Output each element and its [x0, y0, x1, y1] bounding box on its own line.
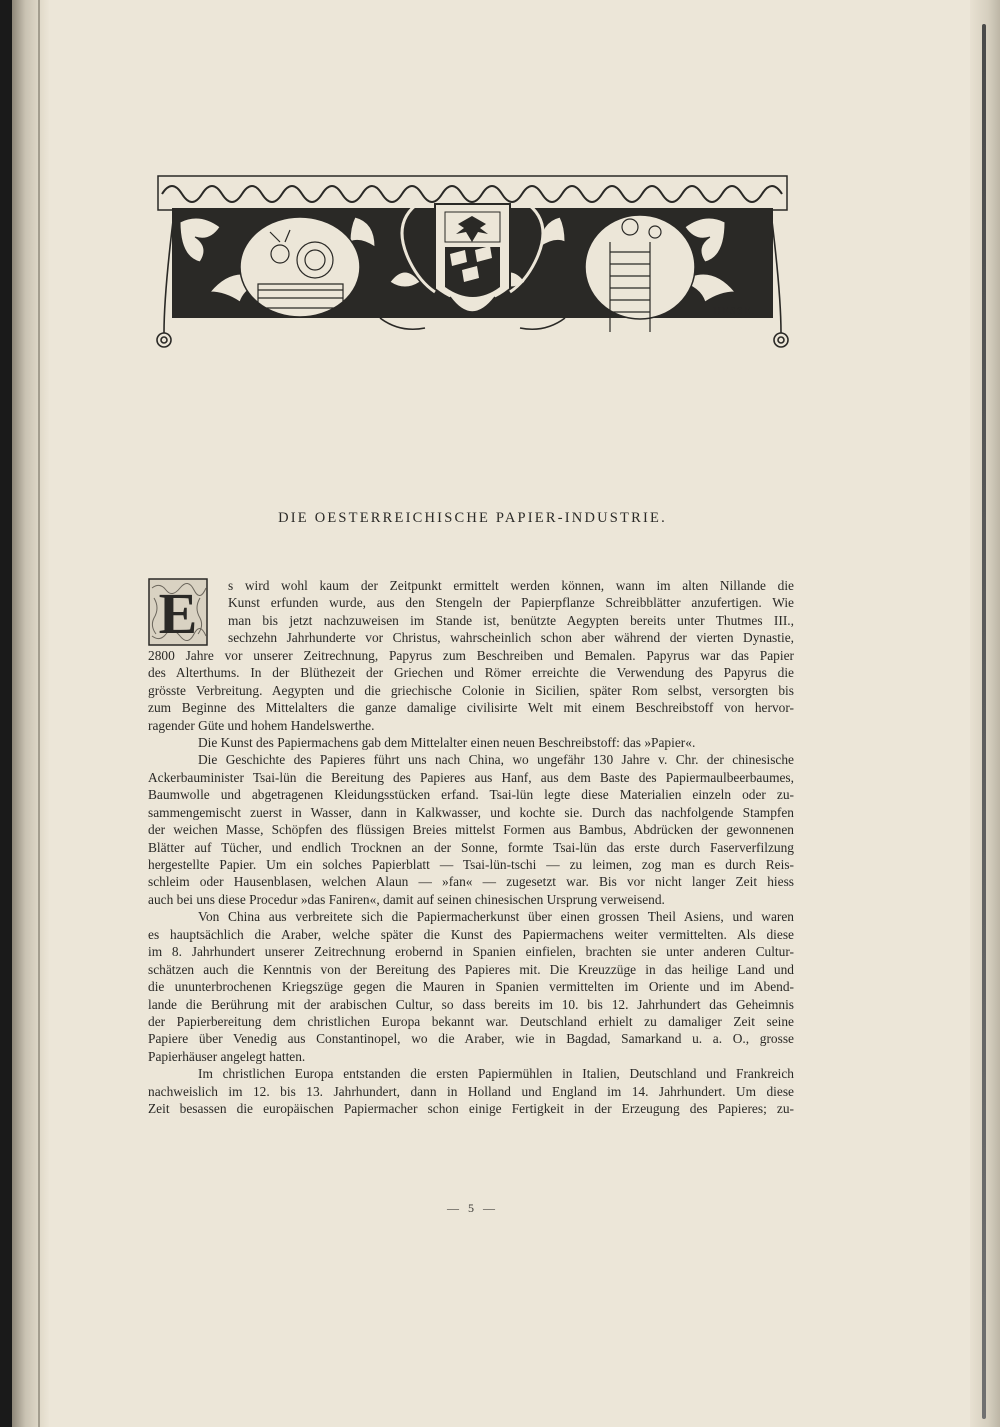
headpiece-signature: HESSE. [713, 305, 756, 317]
text-line: Papiere über Venedig aus Constantinopel, wo die Araber, wie in Bagdad, Samarkand u. a. O., grosse [148, 1031, 794, 1047]
text-line: ragender Güte und hohem Handelswerthe. [148, 717, 375, 733]
text-line: Die Geschichte des Papieres führt uns nach China, wo ungefähr 130 Jahre v. Chr. der chinesische [198, 752, 794, 768]
scan-edge-bar [982, 24, 986, 1419]
text-line: hergestellte Papier. Um ein solches Papierblatt — Tsai-lün-tschi — zu leimen, zog man es durch Reis- [148, 857, 794, 872]
drop-cap-letter: E [158, 581, 198, 646]
text-line: sammengemischt zuerst in Wasser, dann in Kalkwasser, und kochte sie. Durch das nachfolgende Stampfen [148, 804, 794, 820]
text-line: s wird wohl kaum der Zeitpunkt ermittelt werden können, wann im alten Nillande die [228, 578, 794, 593]
text-line: nachweislich im 12. bis 13. Jahrhundert, dann in Holland und England im 14. Jahrhundert. Um diese [148, 1083, 794, 1099]
text-line: Baumwolle und abgetragenen Kleidungsstücken erfand. Tsai-lün legte diese Materialien einzeln oder zu- [148, 787, 794, 803]
ornamental-headpiece [150, 172, 795, 357]
text-line: schleim oder Hausenblasen, welchen Alaun — »fan« — zugesetzt war. Bis vor nicht langer Zeit hiess [148, 874, 794, 890]
page-title: DIE OESTERREICHISCHE PAPIER-INDUSTRIE. [278, 510, 667, 526]
page-number: — 5 — [447, 1201, 498, 1215]
text-line: Papierhäuser angelegt hatten. [148, 1048, 306, 1064]
text-line: grösste Verbreitung. Aegypten und die griechische Colonie in Sicilien, später Rom selbst, versorgten bis [148, 682, 794, 698]
text-line: Ackerbauminister Tsai-lün die Bereitung des Papieres aus Hanf, aus dem Baste des Papiermaulbeerbaumes, [148, 769, 794, 785]
text-line: Blätter auf Tücher, und endlich Trocknen an der Sonne, formte Tsai-lün das erste durch Faserverfilzung [148, 839, 794, 855]
text-line: man bis jetzt nachzuweisen im Stande ist, benützte Aegypten bereits unter Thutmes III., [228, 612, 794, 628]
text-line: Zeit besassen die europäischen Papiermacher schon einige Fertigkeit in der Erzeugung des Papieres; zu- [148, 1101, 794, 1117]
text-line: zum Beginne des Mittelalters die ganze damalige civilisirte Welt mit einem Beschreibstoff von hervor- [148, 700, 794, 716]
text-line: sechzehn Jahrhunderte vor Christus, wahrscheinlich schon aber während der vierten Dynastie, [228, 630, 794, 646]
text-line: Kunst erfunden wurde, aus den Stengeln der Papierpflanze Schreibblätter anzufertigen. Wie [228, 595, 794, 611]
text-line: 2800 Jahre vor unserer Zeitrechnung, Papyrus zum Beschreiben und Bemalen. Papyrus war das Papier [148, 647, 794, 663]
text-line: Von China aus verbreitete sich die Papiermacherkunst über einen grossen Theil Asiens, und waren [198, 909, 794, 925]
text-line: im 8. Jahrhundert unserer Zeitrechnung erobernd in Spanien einfielen, brachten sie unter anderen Cultur- [148, 944, 794, 960]
text-line: die ununterbrochenen Kriegszüge gegen die Mauren in Spanien vermittelten im Oriente und im Abend- [148, 979, 794, 995]
text-line: lande die Berührung mit der arabischen Cultur, so dass bereits im 10. bis 12. Jahrhundert das Geheimnis [148, 996, 794, 1012]
text-line: der weichen Masse, Schöpfen des flüssigen Breies mittelst Formen aus Bambus, Abdrücken der gewonnenen [148, 822, 794, 838]
body-text [148, 577, 794, 1118]
text-line: der Papierbereitung dem christlichen Europa bekannt war. Deutschland erhielt zu damaliger Zeit seine [148, 1013, 794, 1029]
gutter-line [38, 0, 40, 1427]
text-line: Im christlichen Europa entstanden die ersten Papiermühlen in Italien, Deutschland und Frankreich [198, 1066, 794, 1082]
text-line: Die Kunst des Papiermachens gab dem Mittelalter einen neuen Beschreibstoff: das »Papier«. [198, 734, 696, 750]
text-line: auch bei uns diese Procedur »das Faniren«, damit auf seinen chinesischen Ursprung verweisend. [148, 891, 665, 907]
text-line: es hauptsächlich die Araber, welche später die Kunst des Papiermachens weiter vermittelten. Als diese [148, 926, 794, 942]
page-gutter [12, 0, 50, 1427]
text-line: des Alterthums. In der Blüthezeit der Griechen und Römer erreichte die Verwendung des Papyrus die [148, 665, 794, 681]
text-line: schätzen auch die Kenntnis von der Bereitung des Papieres mit. Die Kreuzzüge in das heilige Land und [148, 961, 794, 977]
